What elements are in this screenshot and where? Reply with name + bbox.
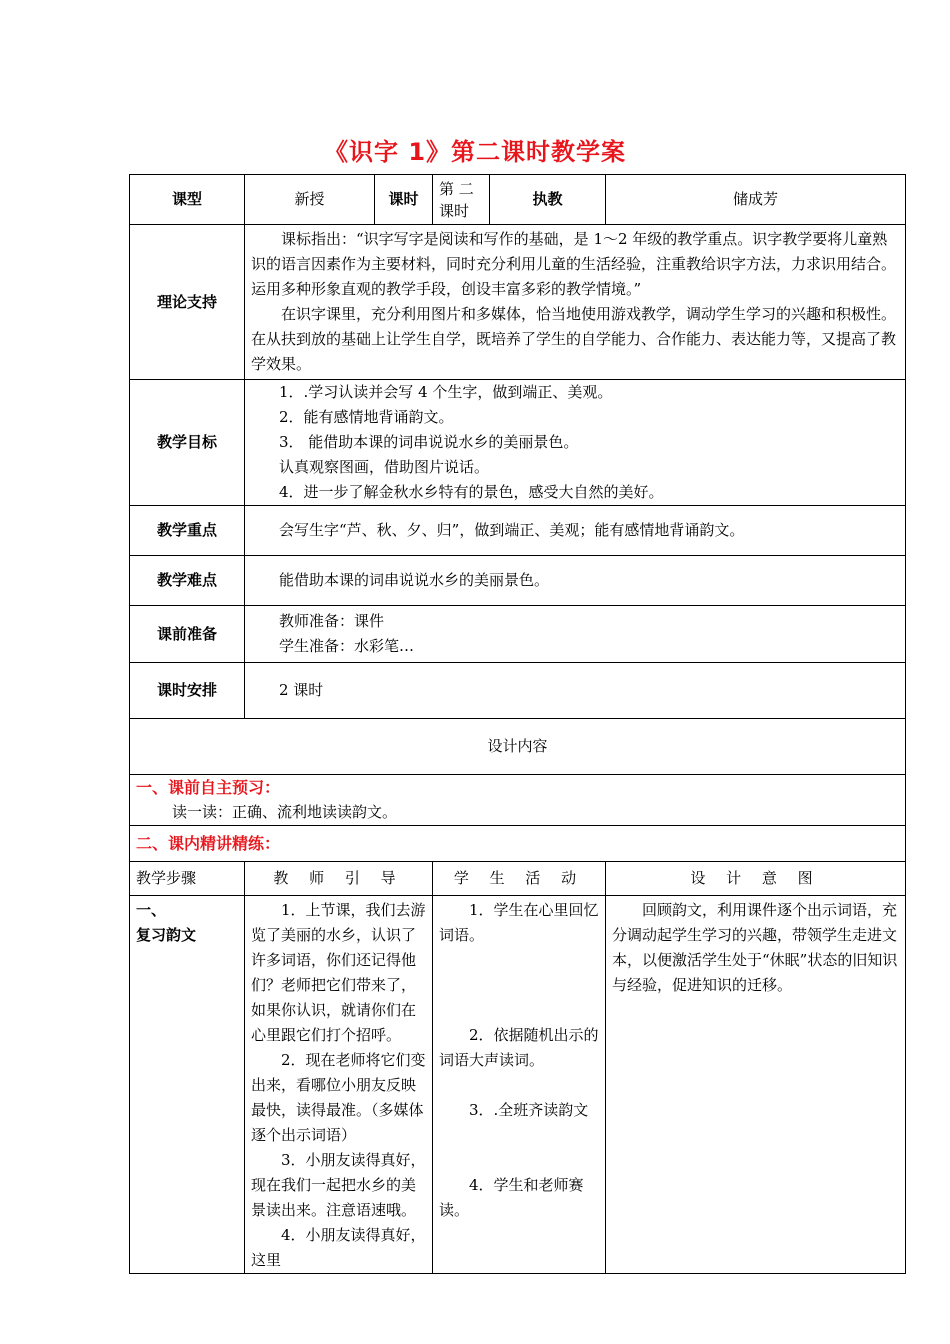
section1-row: [130, 775, 906, 826]
schedule-row: [130, 663, 906, 719]
preparation-label: 课前准备: [130, 606, 245, 663]
goals-label: 教学目标: [130, 380, 245, 506]
key-points-label: 教学重点: [130, 506, 245, 556]
theory-paragraph-2: 在识字课里，充分利用图片和多媒体，恰当地使用游戏教学，调动学生学习的兴趣和积极性。在从扶到放的基础上让学生自学，既培养了学生的自学能力、合作能力、表达能力等，又提高了教学效果。: [251, 305, 897, 373]
teacher-label: 执教: [490, 175, 606, 225]
type-label: 课型: [130, 175, 245, 225]
key-points-text: 会写生字“芦、秋、夕、归”，做到端正、美观；能有感情地背诵韵文。: [279, 521, 745, 539]
steps-header-step: 教学步骤: [130, 862, 245, 896]
steps-header-teacher: 教 师 引 导: [245, 862, 433, 896]
lesson-plan-table: [129, 174, 906, 1274]
preparation-teacher: 教师准备：课件: [279, 612, 385, 630]
student-activity-4: 4．学生和老师赛读。: [439, 1176, 584, 1219]
theory-paragraph-1: 课标指出：“识字写字是阅读和写作的基础，是 1～2 年级的教学重点。识字教学要将儿童熟识的语言因素作为主要材料，同时充分利用儿童的生活经验，注重教给识字方法，力求识用结合。运用多种形象直观的教学手段，创设丰富多彩的教学情境。”: [251, 230, 897, 298]
header-row: [130, 175, 906, 225]
goals-row: [130, 380, 906, 506]
goal-item: 2．能有感情地背诵韵文。: [279, 408, 454, 426]
step-title: 复习韵文: [136, 926, 197, 944]
steps-header-row: [130, 862, 906, 896]
teacher-guide-3: 3．小朋友读得真好，现在我们一起把水乡的美景读出来。注意语速哦。: [251, 1151, 426, 1219]
theory-label: 理论支持: [130, 225, 245, 380]
period-value: 第 二 课时: [433, 175, 490, 225]
teacher-guide-1: 1．上节课，我们去游览了美丽的水乡，认识了许多词语，你们还记得他们？老师把它们带来了，如果你认识，就请你们在心里跟它们打个招呼。: [251, 901, 426, 1044]
goal-item: 认真观察图画，借助图片说话。: [279, 458, 490, 476]
student-activity-1: 1．学生在心里回忆词语。: [439, 901, 599, 944]
type-value: 新授: [245, 175, 375, 225]
student-activity-3: 3．.全班齐读韵文: [469, 1101, 589, 1119]
teacher-value: 储成芳: [606, 175, 906, 225]
student-activity-2: 2．依据随机出示的词语大声读词。: [439, 1026, 599, 1069]
goal-item: 4．进一步了解金秋水乡特有的景色，感受大自然的美好。: [279, 483, 664, 501]
step-row-1: [130, 896, 906, 1274]
page-title: 《识字 1》第二课时教学案: [323, 138, 627, 166]
period-label: 课时: [375, 175, 433, 225]
schedule-text: 2 课时: [279, 681, 324, 699]
steps-header-student: 学 生 活 动: [433, 862, 606, 896]
difficulties-label: 教学难点: [130, 556, 245, 606]
teacher-guide-2: 2．现在老师将它们变出来，看哪位小朋友反映最快，读得最准。（多媒体逐个出示词语）: [251, 1051, 426, 1144]
section1-heading: 一、课前自主预习：: [136, 778, 281, 797]
section1-text: 读一读：正确、流利地读读韵文。: [172, 803, 398, 821]
step-number: 一、: [136, 901, 167, 919]
theory-row: [130, 225, 906, 380]
teacher-guide-4: 4．小朋友读得真好，这里: [251, 1226, 426, 1269]
preparation-row: [130, 606, 906, 663]
design-content-heading: 设计内容: [130, 719, 906, 775]
section2-heading: 二、课内精讲精练：: [136, 834, 281, 853]
steps-header-intent: 设 计 意 图: [606, 862, 906, 896]
goal-item: 3． 能借助本课的词串说说水乡的美丽景色。: [279, 433, 579, 451]
section2-row: [130, 826, 906, 862]
difficulties-text: 能借助本课的词串说说水乡的美丽景色。: [279, 571, 550, 589]
design-intent: 回顾韵文，利用课件逐个出示词语，充分调动起学生学习的兴趣，带领学生走进文本，以便激活学生处于“休眠”状态的旧知识与经验，促进知识的迁移。: [612, 901, 898, 994]
schedule-label: 课时安排: [130, 663, 245, 719]
preparation-student: 学生准备：水彩笔…: [279, 637, 415, 655]
key-points-row: [130, 506, 906, 556]
difficulties-row: [130, 556, 906, 606]
design-content-row: [130, 719, 906, 775]
goal-item: 1．.学习认读并会写 4 个生字，做到端正、美观。: [279, 383, 613, 401]
